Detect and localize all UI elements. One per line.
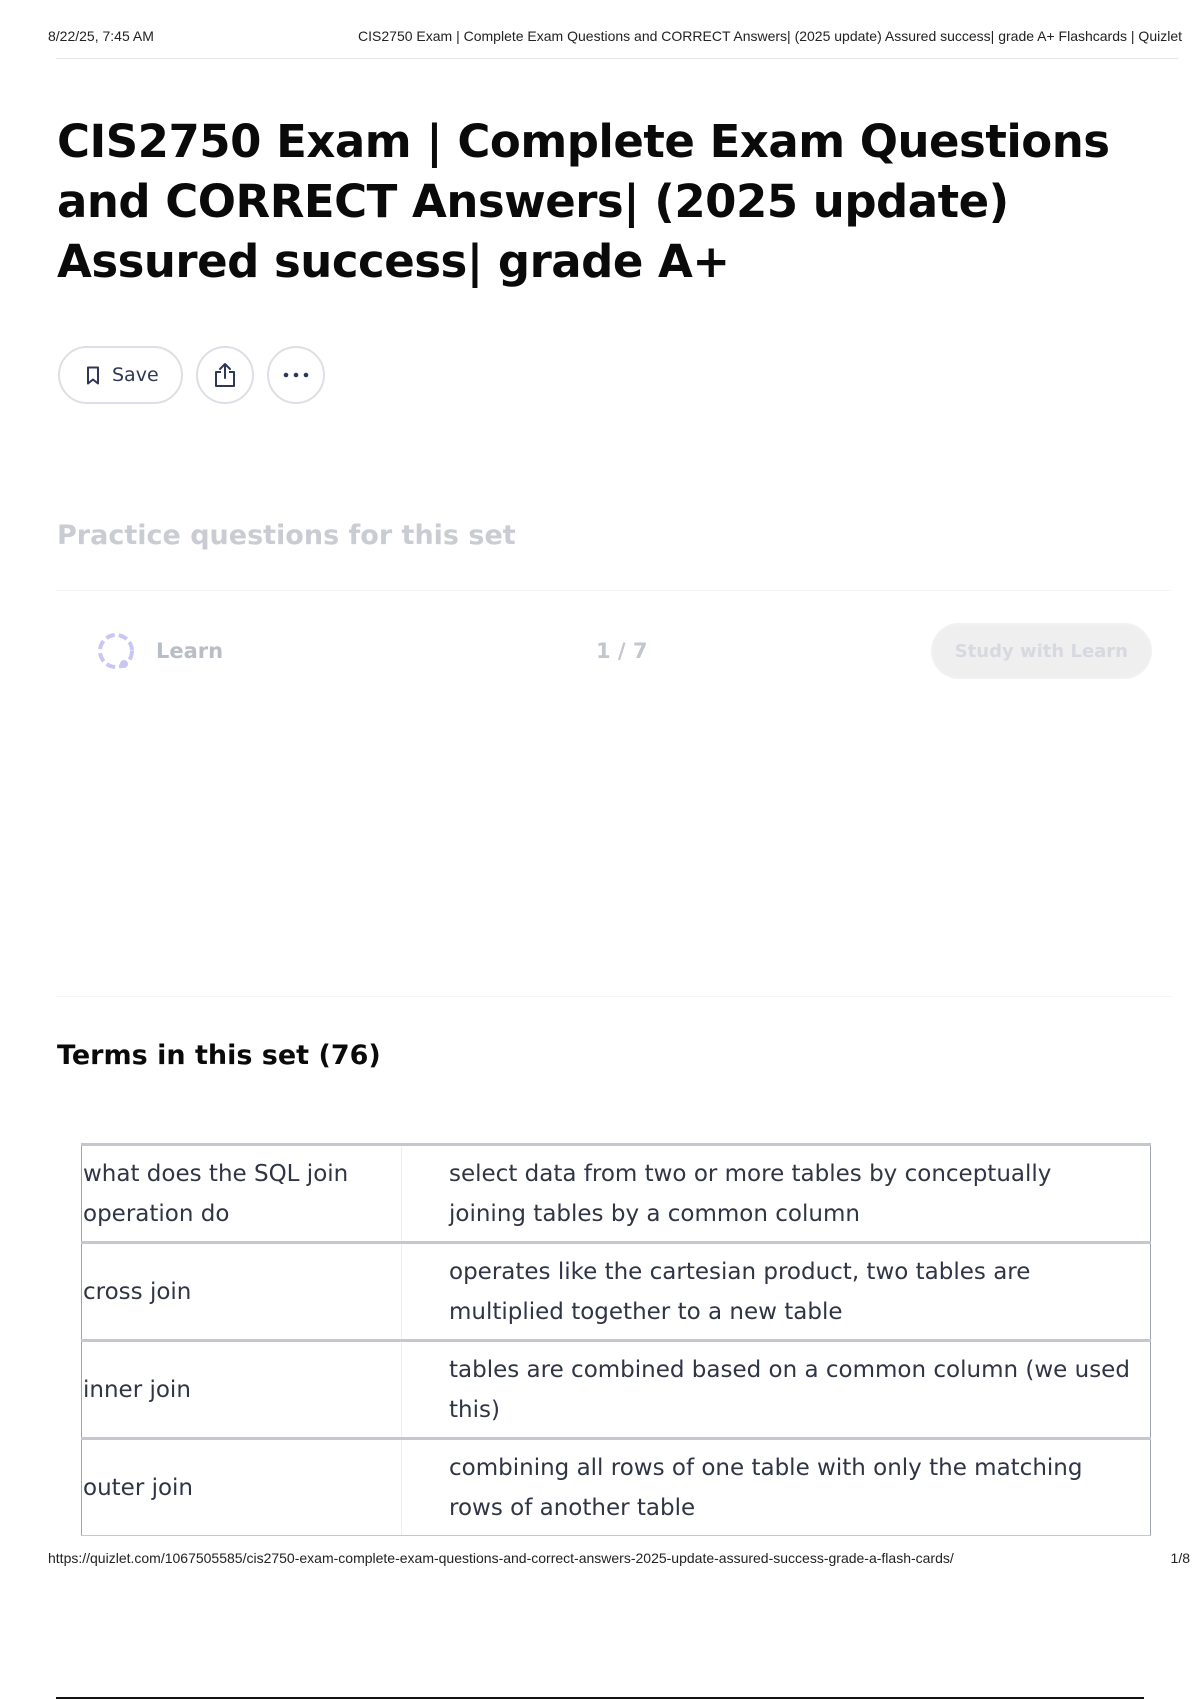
term-row [82,1439,1151,1536]
term-cell: outer join [82,1439,402,1536]
page-title: CIS2750 Exam | Complete Exam Questions and CORRECT Answers| (2025 update) Assured success| grade A+ [57,115,1110,288]
term-cell: cross join [82,1243,402,1341]
terms-table [81,1143,1151,1536]
save-button-label: Save [112,364,159,386]
definition-cell: operates like the cartesian product, two tables are multiplied together to a new table [402,1243,1151,1341]
learn-label: Learn [156,639,224,663]
question-counter: 1 / 7 [596,639,648,663]
learn-icon [96,631,136,671]
learn-row [96,621,1152,681]
learn-mode [96,631,596,671]
save-button[interactable] [58,346,183,404]
bookmark-icon [86,366,100,385]
term-cell: what does the SQL join operation do [82,1145,402,1243]
print-doc-title: CIS2750 Exam | Complete Exam Questions and CORRECT Answers| (2025 update) Assured success| grade A+ Flashcards | Quizlet [358,28,1182,44]
share-button[interactable] [196,346,254,404]
term-row [82,1243,1151,1341]
share-icon [213,362,237,388]
print-datetime: 8/22/25, 7:45 AM [48,28,154,44]
more-options-button[interactable] [267,346,325,404]
term-row [82,1145,1151,1243]
term-cell: inner join [82,1341,402,1439]
practice-card [56,590,1172,997]
definition-cell: combining all rows of one table with only the matching rows of another table [402,1439,1151,1536]
term-row [82,1341,1151,1439]
header-divider [56,58,1178,59]
page-number: 1/8 [1170,1550,1190,1566]
definition-cell: tables are combined based on a common column (we used this) [402,1341,1151,1439]
page-bottom-divider [56,1697,1144,1699]
print-header [48,28,1182,44]
practice-heading: Practice questions for this set [57,520,516,551]
set-actions [58,346,325,404]
more-icon [283,372,309,378]
print-url: https://quizlet.com/1067505585/cis2750-exam-complete-exam-questions-and-correct-answers-2025-update-assured-success-grade-a-flash-cards/ [48,1550,954,1566]
terms-heading: Terms in this set (76) [57,1040,381,1071]
print-footer [48,1550,1190,1566]
definition-cell: select data from two or more tables by conceptually joining tables by a common column [402,1145,1151,1243]
study-with-learn-button[interactable]: Study with Learn [931,623,1152,679]
